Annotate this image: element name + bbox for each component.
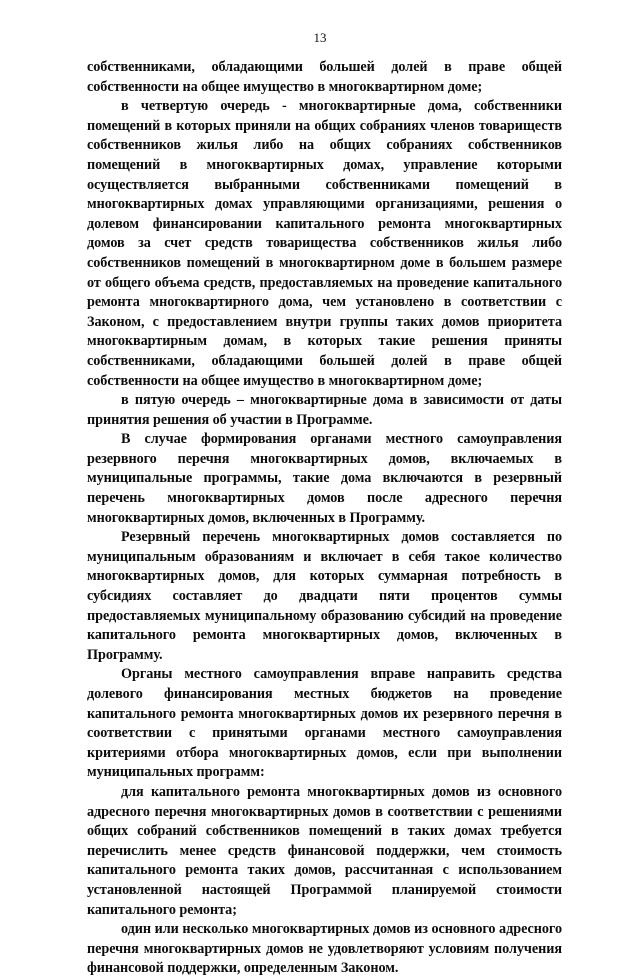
page-number: 13: [313, 30, 327, 45]
paragraph-condition-ineligible-houses: один или несколько многоквартирных домов из основного адресного перечня многоквартирных домов не удовлетворяют условиям получения финансовой поддержки, определенным Законом.: [87, 921, 562, 977]
paragraph-local-authorities-funding: Органы местного самоуправления вправе направить средства долевого финансирования местных бюджетов на проведение капитального ремонта многоквартирных домов их резервного перечня в соответствии с принятыми органами местного самоуправления критериями отбора многоквартирных домов, если при выполнении муниципальных программ:: [87, 666, 562, 781]
paragraph-reserve-list-formation: В случае формирования органами местного самоуправления резервного перечня многоквартирных домов, включаемых в муниципальные программы, такие дома включаются в резервный перечень многоквартирных домов после адресного перечня многоквартирных домов, включенных в Программу.: [87, 431, 562, 526]
paragraph-fourth-priority: в четвертую очередь - многоквартирные дома, собственники помещений в которых приняли на общих собраниях членов товариществ собственников жилья либо на общих собраниях собственников помещений в многоквартирных домах, управление которыми осуществляется выбранными собственниками помещений в многоквартирных домах управляющими организациями, решения о долевом финансировании капитального ремонта многоквартирных домов за счет средств товарищества собственников жилья либо собственников помещений в многоквартирном доме в большем размере от общего объема средств, предоставляемых на проведение капитального ремонта многоквартирного дома, чем установлено в соответствии с Законом, с предоставлением внутри группы таких домов приоритета многоквартирным домам, в которых такие решения приняты собственниками, обладающими большей долей в праве общей собственности на общее имущество в многоквартирном доме;: [87, 98, 562, 389]
document-body: [87, 58, 562, 979]
paragraph-condition-insufficient-funds: для капитального ремонта многоквартирных домов из основного адресного перечня многоквартирных домов в соответствии с решениями общих собраний собственников помещений в таких домах требуется перечислить менее средств финансовой поддержки, чем стоимость капитального ремонта таких домов, рассчитанная с использованием установленной настоящей Программой планируемой стоимости капитального ремонта;: [87, 783, 562, 918]
paragraph-reserve-list-composition: Резервный перечень многоквартирных домов составляется по муниципальным образованиям и включает в себя такое количество многоквартирных домов, для которых суммарная потребность в субсидиях составляет до двадцати пяти процентов суммы предоставляемых муниципальному образованию субсидий на проведение капитального ремонта многоквартирных домов, включенных в Программу.: [87, 529, 562, 663]
paragraph-continuation: собственниками, обладающими большей долей в праве общей собственности на общее имущество в многоквартирном доме;: [87, 59, 562, 95]
paragraph-fifth-priority: в пятую очередь – многоквартирные дома в зависимости от даты принятия решения об участии в Программе.: [87, 392, 562, 428]
